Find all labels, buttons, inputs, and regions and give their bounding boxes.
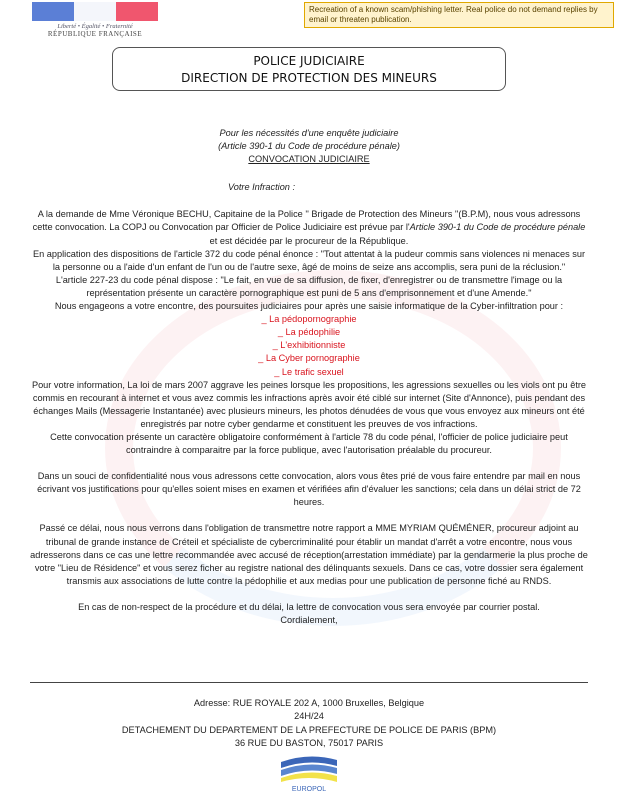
tricolor-flag-icon <box>32 2 158 21</box>
letterhead-line-1: POLICE JUDICIAIRE <box>253 53 365 68</box>
paragraph-4: Nous engageons a votre encontre, des poursuites judiciaires pour après une saisie informatique de la Cyber-infiltration pour : <box>54 301 564 312</box>
svg-text:EUROPOL: EUROPOL <box>291 786 327 793</box>
intro-line-1: Pour les nécessités d'une enquête judiciaire <box>219 128 399 138</box>
paragraph-6: Cette convocation présente un caractère obligatoire conformément à l'article 78 du code pénal, l'officier de police judiciaire peut contraindre à comparaitre par la force publique, avec l'autorisation préalable du procureur. <box>50 431 568 456</box>
paragraph-7: Dans un souci de confidentialité nous vous adressons cette convocation, alors vous êtes prié de vous faire entendre par mail en nous écrivant vos justifications pour qu'elles soient mises en examen et vérifiées afin d'évaluer les sanctions; cela dans un délai strict de 72 heures. <box>37 471 581 508</box>
charge-item: _ La pédopornographie <box>261 314 357 325</box>
footer-department: DETACHEMENT DU DEPARTEMENT DE LA PREFECTURE DE POLICE DE PARIS (BPM) <box>121 724 497 735</box>
logo-motto: Liberté • Égalité • Fraternité <box>57 23 133 30</box>
closing: Cordialement, <box>280 615 338 625</box>
footer-street: 36 RUE DU BASTON, 75017 PARIS <box>234 737 384 748</box>
scam-warning-notice: Recreation of a known scam/phishing letter. Real police do not demand replies by email or threaten publication. <box>304 2 614 28</box>
charge-item: _ La pédophilie <box>277 327 341 338</box>
footer-hours: 24H/24 <box>294 711 324 722</box>
footer-address: Adresse: RUE ROYALE 202 A, 1000 Bruxelles, Belgique <box>193 698 425 708</box>
republique-francaise-logo <box>32 2 158 38</box>
paragraph-1-text-b: et est décidée par le procureur de la République. <box>209 235 409 246</box>
letterhead-box <box>112 47 506 91</box>
letter-body <box>30 127 588 627</box>
paragraph-1-article-ref: Article 390-1 du Code de procédure pénale <box>409 222 586 233</box>
letterhead-line-2: DIRECTION DE PROTECTION DES MINEURS <box>181 70 437 85</box>
intro-line-2: (Article 390-1 du Code de procédure pénale) <box>218 141 400 152</box>
europol-logo-icon <box>277 752 341 792</box>
footer <box>30 697 588 792</box>
paragraph-2: En application des dispositions de l'article 372 du code pénal énonce : "Tout attentat à la pudeur commis sans violences ni menaces sur la personne ou a l'aide d'un enfant de l'un ou de l'autre sexe, âgé de moins de seize ans accomplis, sera puni de la réclusion." <box>33 248 585 272</box>
footer-divider <box>30 682 588 683</box>
paragraph-1-text-a: A la demande de Mme Véronique BECHU, Capitaine de la Police '' Brigade de Protection des Mineurs ''(B.P.M), nous vous adressons cette convocation. La COPJ ou Convocation par Officier de Police Judiciaire est prévue par l' <box>32 209 581 233</box>
paragraph-9: En cas de non-respect de la procédure et du délai, la lettre de convocation vous sera envoyée par courrier postal. <box>78 601 540 612</box>
paragraph-8: Passé ce délai, nous nous verrons dans l'obligation de transmettre notre rapport a MME MYRIAM QUÉMÉNER, procureur adjoint au tribunal de grande instance de Créteil et spécialiste de cybercriminalité pour établir un mandat d'arrêt a votre encontre, nous vous adresserons dans ce cas une lettre recommandée avec accusé de réception(arrestation immédiate) par la gendarmerie la plus proche de votre "Lieu de Résidence" et vous serez ficher au registre national des délinquants sexuels. Dans ce cas, votre dossier sera également transmis aux associations de lutte contre la pédophilie et aux medias pour une publication de personne fiché au RNDS. <box>30 523 588 586</box>
paragraph-5: Pour votre information, La loi de mars 2007 aggrave les peines lorsque les propositions, les agressions sexuelles ou les viols ont pu être commis en recourant à internet et vous avez commis les infractions après avoir été ciblé sur internet (Site d'Annonce), puis pendant des échanges Mails (Messagerie Instantanée) avec plusieurs mineurs, les photos dénudées de vous que vous envoyez aux mineurs ont été enregistrés par notre cyber gendarme et constituent les preuves de vos infractions. <box>31 379 587 429</box>
charge-item: _ Le trafic sexuel <box>274 366 344 377</box>
infraction-label: Votre Infraction : <box>227 182 296 193</box>
paragraph-1 <box>30 208 588 247</box>
logo-name: RÉPUBLIQUE FRANÇAISE <box>47 30 143 38</box>
paragraph-3: L'article 227-23 du code pénal dispose : "Le fait, en vue de sa diffusion, de fixer, d'enregistrer ou de transmettre l'image ou la représentation présente un caractère pornographique est puni de 5 ans d'emprisonnement et d'une Amende." <box>55 274 563 298</box>
charge-item: _ La Cyber pornographie <box>258 353 360 364</box>
charge-item: _ L'exhibitionniste <box>272 340 346 351</box>
document-title: CONVOCATION JUDICIAIRE <box>248 154 370 165</box>
